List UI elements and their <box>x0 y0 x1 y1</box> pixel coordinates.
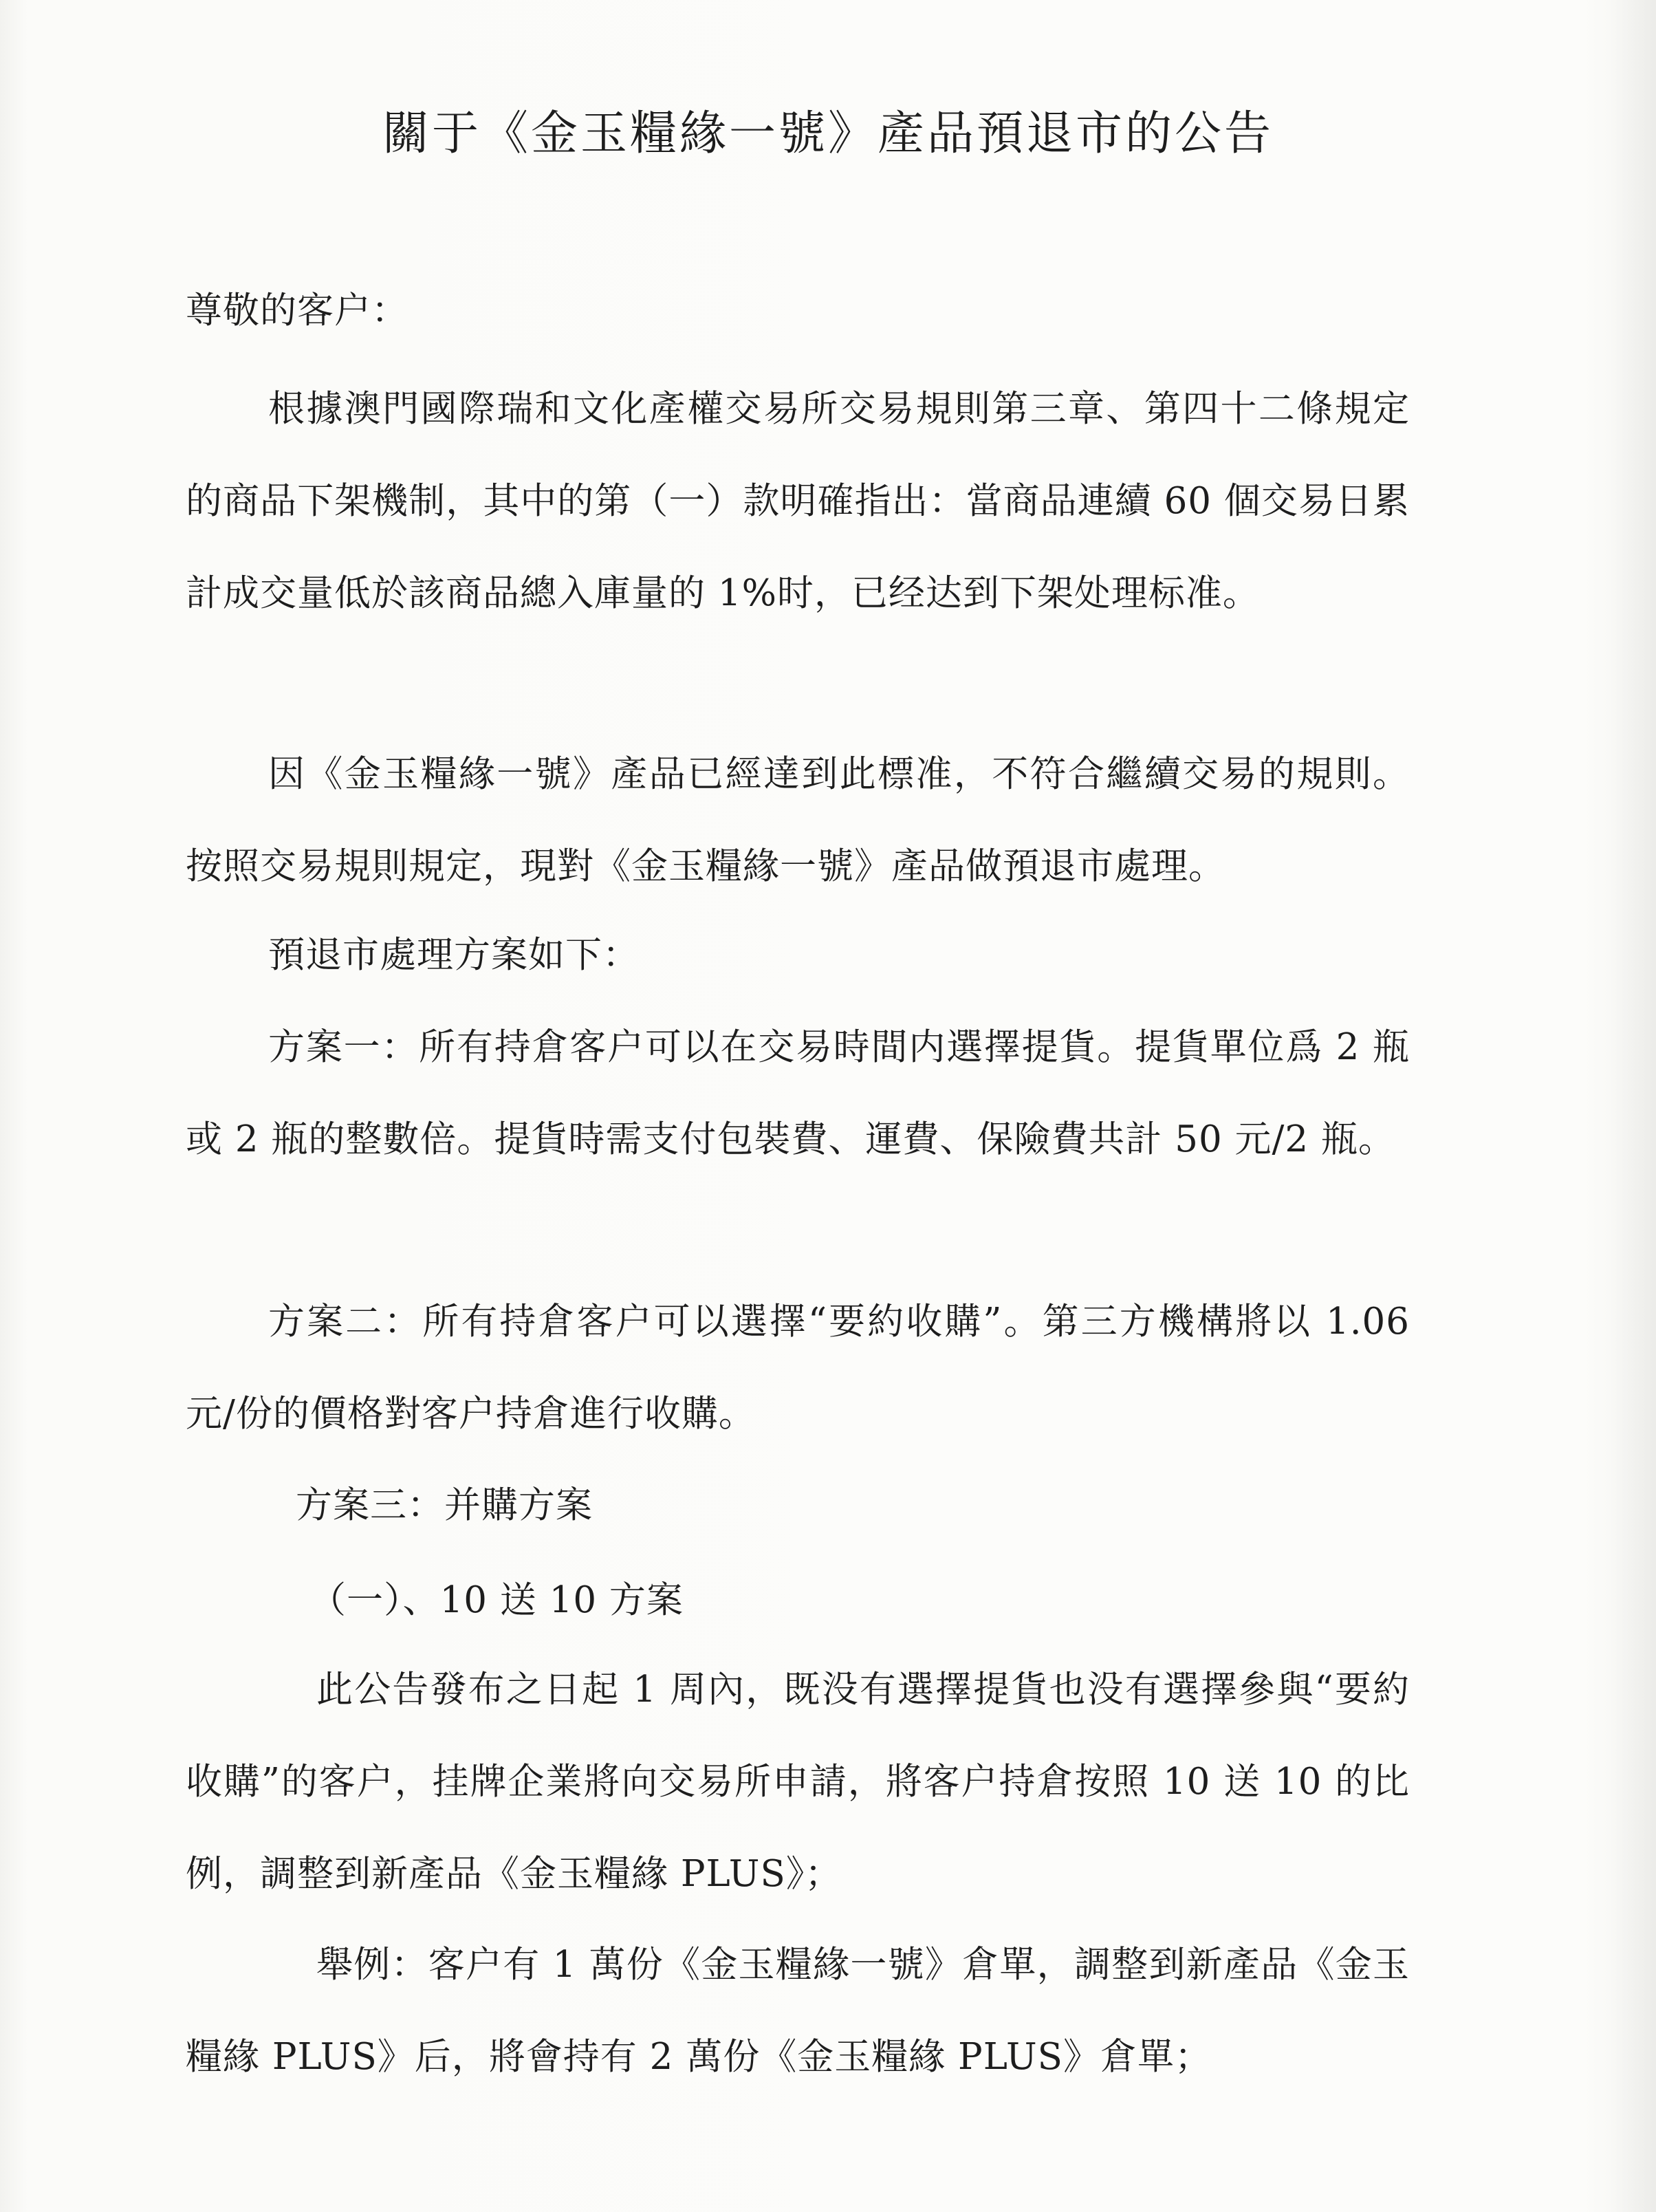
paragraph-plan-intro: 預退市處理方案如下： <box>268 934 640 976</box>
paragraph-plan-one: 方案一：所有持倉客户可以在交易時間内選擇提貨。提貨單位爲 2 瓶或 2 瓶的整數倍。提貨時需支付包裝費、運費、保險費共計 50 元/2 瓶。 <box>186 1026 1410 1160</box>
page-edge-shadow <box>1608 0 1656 2212</box>
paragraph-plan-three-item-one: （一）、10 送 10 方案 <box>309 1579 684 1621</box>
document-title: 關于《金玉糧緣一號》產品預退市的公告 <box>382 107 1274 161</box>
paragraph-delisting-rule: 根據澳門國際瑞和文化產權交易所交易規則第三章、第四十二條規定的商品下架機制，其中的第（一）款明確指出：當商品連續 60 個交易日累計成交量低於該商品總入庫量的 1%时，已经达到下架处理标准。 <box>186 388 1410 614</box>
paragraph-merger-details: 此公告發布之日起 1 周內，既没有選擇提貨也没有選擇參與“要約收購”的客户，挂牌企業將向交易所申請，將客户持倉按照 10 送 10 的比例，調整到新產品《金玉糧緣 PLUS》； <box>186 1669 1410 1895</box>
paragraph-plan-two: 方案二：所有持倉客户可以選擇“要約收購”。第三方機構將以 1.06 元/份的價格對客户持倉進行收購。 <box>186 1301 1410 1435</box>
paragraph-standard-reached: 因《金玉糧緣一號》產品已經達到此標准，不符合繼續交易的規則。按照交易規則規定，現對《金玉糧緣一號》產品做預退市處理。 <box>186 753 1410 887</box>
paragraph-example: 舉例：客户有 1 萬份《金玉糧緣一號》倉單，調整到新產品《金玉糧緣 PLUS》后，將會持有 2 萬份《金玉糧緣 PLUS》倉單； <box>186 1944 1410 2078</box>
paragraph-plan-three: 方案三：并購方案 <box>296 1484 593 1526</box>
salutation: 尊敬的客户： <box>186 290 408 332</box>
